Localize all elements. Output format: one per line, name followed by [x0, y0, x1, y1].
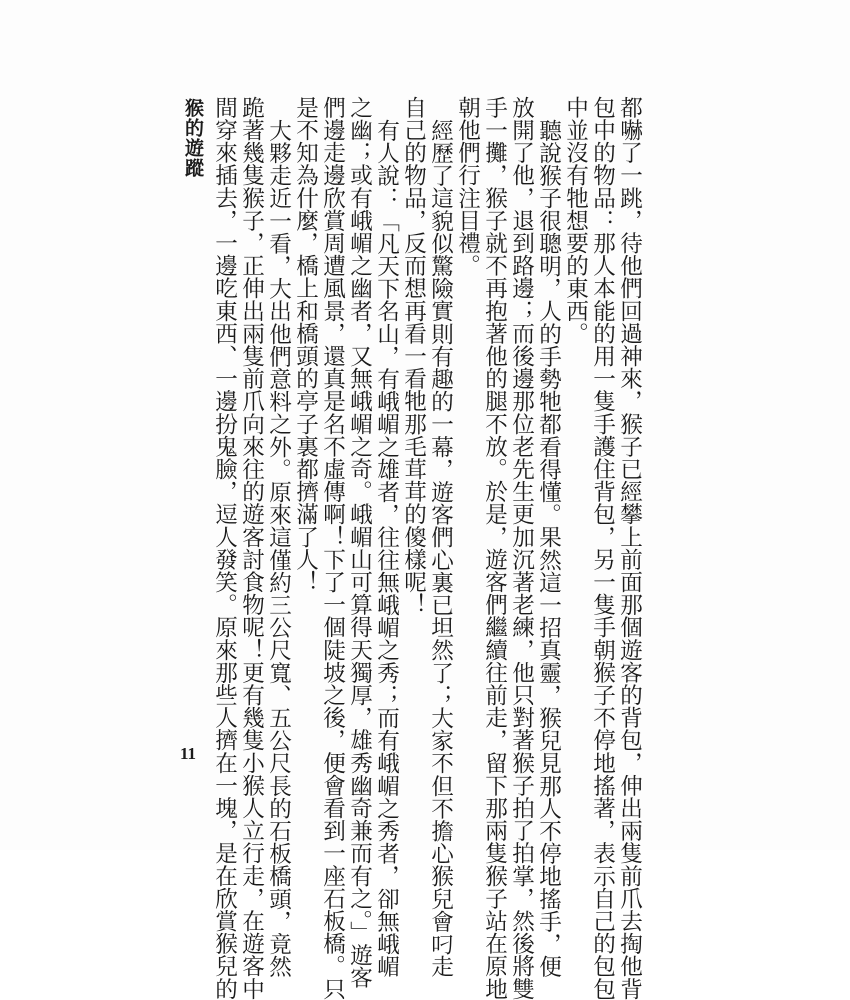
text-column-7: 朝他們行注目禮。 [454, 96, 481, 277]
text-column-10: 有人說：「凡天下名山，有峨嵋之雄者，往往無峨嵋之秀；而有峨嵋之秀者，卻無峨嵋 [373, 119, 400, 978]
page-number: 11 [180, 744, 197, 763]
text-column-9: 自己的物品，反而想再看一看牠那毛茸茸的傻樣呢！ [400, 96, 427, 616]
text-column-11: 之幽；或有峨嵋之幽者，又無峨嵋之奇。峨嵋山可算得天獨厚，雄秀幽奇兼而有之。」遊客 [346, 96, 373, 989]
text-column-3: 中並沒有牠想要的東西。 [562, 96, 589, 345]
text-column-5: 放開了他，退到路邊；而後邊那位老先生更加沉著老練，他只對著猴子拍了拍掌，然後將雙 [508, 96, 535, 1000]
text-column-12: 們邊走邊欣賞周遭風景，還真是名不虛傳啊！下了一個陡坡之後，便會看到一座石板橋。只 [319, 96, 346, 1000]
text-column-2: 包中的物品：那人本能的用一隻手護住背包，另一隻手朝猴子不停地搖著，表示自己的包包 [589, 96, 616, 1000]
text-column-1: 都嚇了一跳，待他們回過神來，猴子已經攀上前面那個遊客的背包，伸出兩隻前爪去掏他背 [616, 96, 643, 1000]
text-column-4: 聽說猴子很聰明，人的手勢牠都看得懂。果然這一招真靈，猴兒見那人不停地搖手，便 [535, 119, 562, 978]
running-header: 猴的遊蹤 [182, 98, 204, 178]
text-column-13: 是不知為什麼，橋上和橋頭的亭子裏都擠滿了人！ [292, 96, 319, 594]
text-column-14: 大夥走近一看，大出他們意料之外。原來這僅約三公尺寬、五公尺長的石板橋頭，竟然 [265, 119, 292, 978]
text-column-6: 手一攤，猴子就不再抱著他的腿不放。於是，遊客們繼續往前走，留下那兩隻猴子站在原地 [481, 96, 508, 1000]
text-column-15: 跪著幾隻猴子，正伸出兩隻前爪向來往的遊客討食物呢！更有幾隻小猴人立行走，在遊客中 [238, 96, 265, 1000]
text-column-8: 經歷了這貌似驚險實則有趣的一幕，遊客們心裏已坦然了；大家不但不擔心猴兒會叼走 [427, 119, 454, 978]
text-column-16: 間穿來插去，一邊吃東西、一邊扮鬼臉，逗人發笑。原來那些人擠在一塊，是在欣賞猴兒的 [211, 96, 238, 1000]
